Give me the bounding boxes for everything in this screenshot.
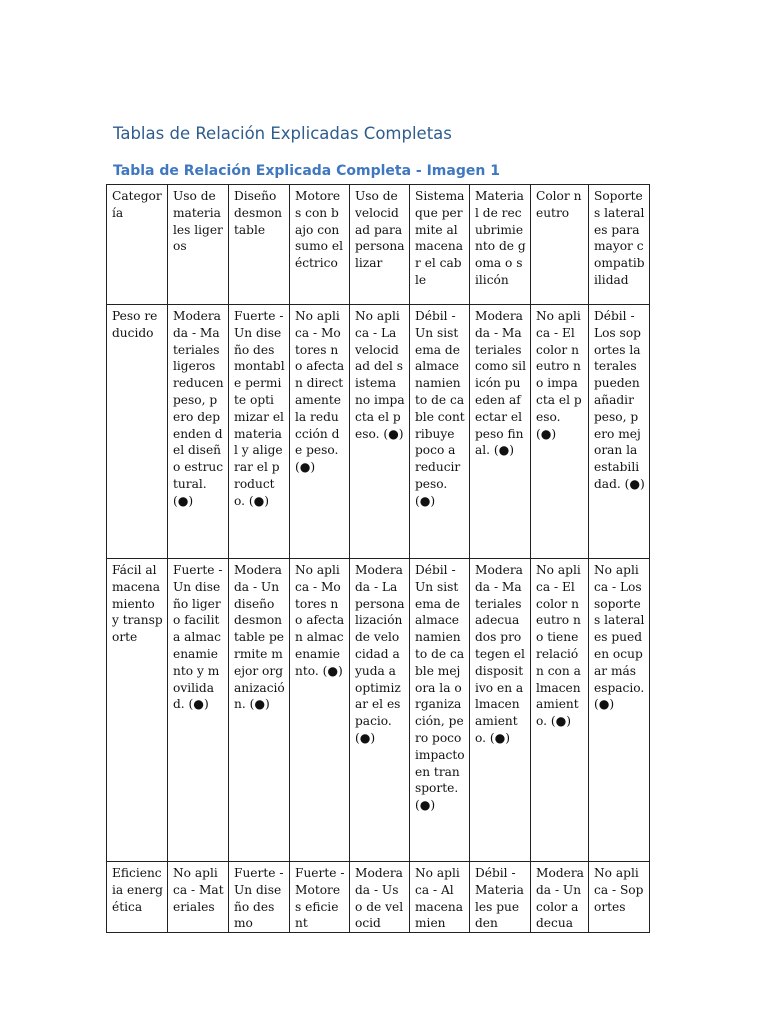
table-cell: Moderada - Uso de velocid (350, 862, 410, 933)
header-cell: Categoría (107, 185, 168, 305)
table-cell: Eficiencia energética (107, 862, 168, 933)
table-cell: No aplica - El color neutro no impacta el peso. (●) (531, 305, 589, 559)
table-cell: No aplica - El color neutro no tiene relación con almacenamiento. (●) (531, 559, 589, 862)
table-cell: No aplica - Materiales (168, 862, 229, 933)
table-cell: Moderada - Un diseño desmontable permite mejor organización. (●) (229, 559, 290, 862)
table-cell: Débil - Un sistema de almacenamiento de cable contribuye poco a reducir peso. (●) (410, 305, 470, 559)
header-cell: Diseño desmontable (229, 185, 290, 305)
table-row (107, 559, 650, 862)
table-cell: No aplica - Soportes (589, 862, 650, 933)
table-cell: Moderada - Materiales adecuados protegen el dispositivo en almacenamiento. (●) (470, 559, 531, 862)
header-cell: Color neutro (531, 185, 589, 305)
header-cell: Uso de materiales ligeros (168, 185, 229, 305)
header-cell: Motores con bajo consumo eléctrico (290, 185, 350, 305)
table-row (107, 862, 650, 933)
header-cell: Sistema que permite almacenar el cable (410, 185, 470, 305)
header-cell: Soportes laterales para mayor compatibilidad (589, 185, 650, 305)
header-cell: Material de recubrimiento de goma o silicón (470, 185, 531, 305)
table-cell: No aplica - Almacenamien (410, 862, 470, 933)
table-cell: Moderada - Un color adecua (531, 862, 589, 933)
table-header-row (107, 185, 650, 305)
table-cell: No aplica - Motores no afectan almacenamiento. (●) (290, 559, 350, 862)
relation-table (106, 184, 650, 933)
table-caption: Tabla de Relación Explicada Completa - Imagen 1 (113, 163, 500, 179)
table-cell: Débil - Materiales pueden (470, 862, 531, 933)
table-cell: No aplica - La velocidad del sistema no impacta el peso. (●) (350, 305, 410, 559)
table-cell: Moderada - Materiales como silicón pueden afectar el peso final. (●) (470, 305, 531, 559)
table-cell: Fuerte - Un diseño desmontable permite optimizar el material y aligerar el producto. (●) (229, 305, 290, 559)
table-cell: Débil - Los soportes laterales pueden añadir peso, pero mejoran la estabilidad. (●) (589, 305, 650, 559)
table-cell: Peso reducido (107, 305, 168, 559)
table-cell: Fuerte - Un diseño ligero facilita almacenamiento y movilidad. (●) (168, 559, 229, 862)
table-cell: Fuerte - Motores eficient (290, 862, 350, 933)
table-cell: No aplica - Los soportes laterales pueden ocupar más espacio. (●) (589, 559, 650, 862)
table-cell: Fuerte - Un diseño desmo (229, 862, 290, 933)
table-cell: Moderada - La personalización de velocidad ayuda a optimizar el espacio. (●) (350, 559, 410, 862)
table-cell: Moderada - Materiales ligeros reducen peso, pero dependen del diseño estructural. (●) (168, 305, 229, 559)
header-cell: Uso de velocidad para personalizar (350, 185, 410, 305)
document-heading: Tablas de Relación Explicadas Completas (113, 124, 452, 143)
table-cell: Fácil almacenamiento y transporte (107, 559, 168, 862)
table-row (107, 305, 650, 559)
table-cell: Débil - Un sistema de almacenamiento de cable mejora la organización, pero poco impacto en transporte. (●) (410, 559, 470, 862)
table-cell: No aplica - Motores no afectan directamente la reducción de peso. (●) (290, 305, 350, 559)
